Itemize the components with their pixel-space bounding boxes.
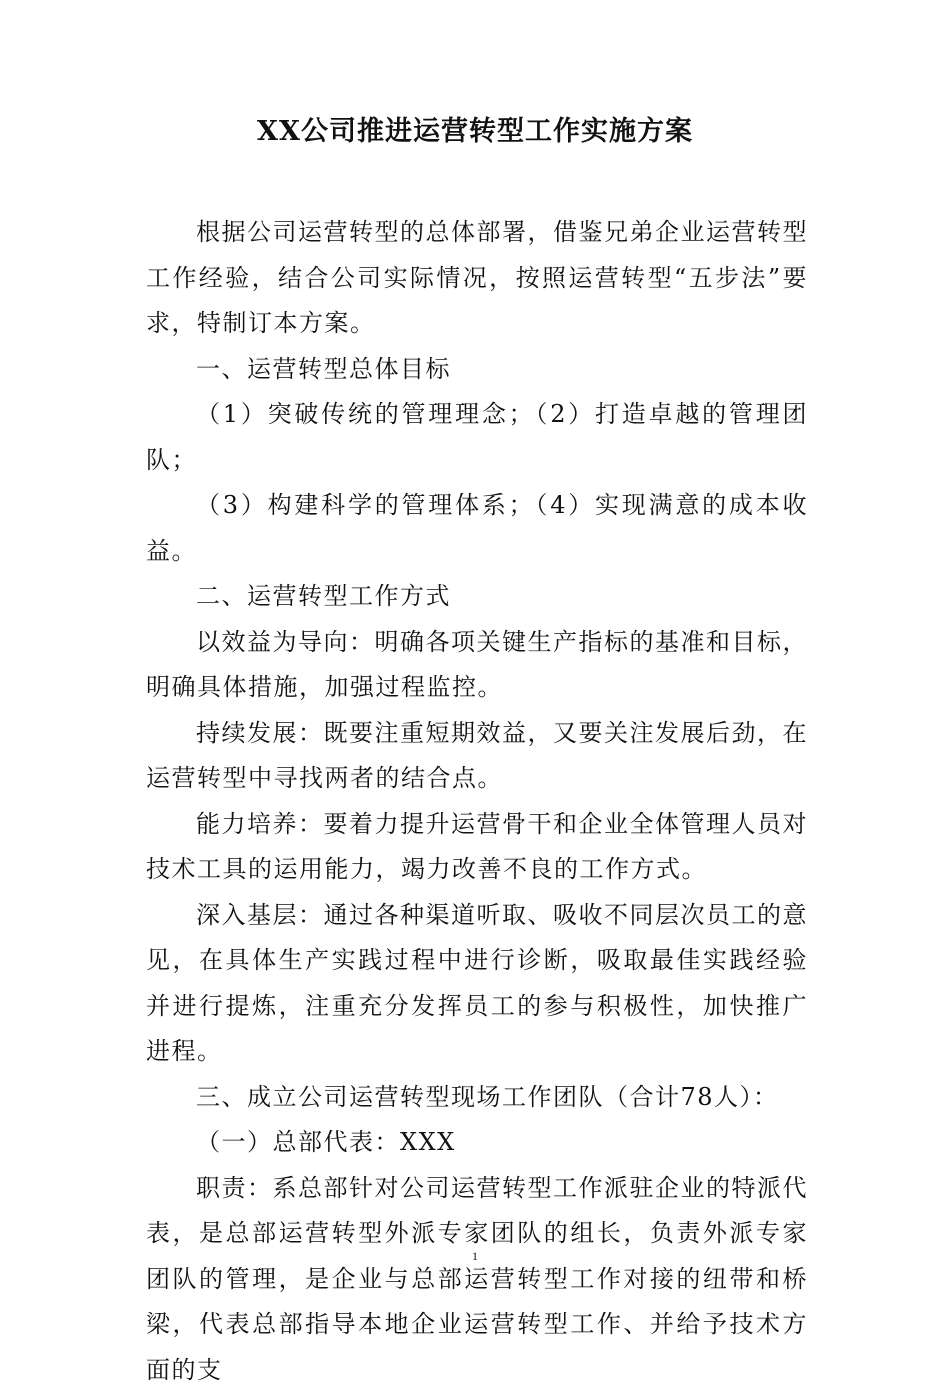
heading-section-2: 二、运营转型工作方式 <box>146 574 808 620</box>
heading-section-3: 三、成立公司运营转型现场工作团队（合计78人）： <box>146 1075 808 1121</box>
paragraph-goals-line-2: （3）构建科学的管理体系；（4）实现满意的成本收益。 <box>146 483 808 574</box>
paragraph-sustainable-development: 持续发展：既要注重短期效益，又要关注发展后劲，在运营转型中寻找两者的结合点。 <box>146 711 808 802</box>
heading-subsection-1: （一）总部代表：XXX <box>146 1120 808 1166</box>
paragraph-grassroots: 深入基层：通过各种渠道听取、吸收不同层次员工的意见，在具体生产实践过程中进行诊断，吸取最佳实践经验并进行提炼，注重充分发挥员工的参与积极性，加快推广进程。 <box>146 893 808 1075</box>
paragraph-intro: 根据公司运营转型的总体部署，借鉴兄弟企业运营转型工作经验，结合公司实际情况，按照运营转型“五步法”要求，特制订本方案。 <box>146 210 808 347</box>
paragraph-responsibilities: 职责：系总部针对公司运营转型工作派驻企业的特派代表，是总部运营转型外派专家团队的组长，负责外派专家团队的管理，是企业与总部运营转型工作对接的纽带和桥梁，代表总部指导本地企业运营转型工作、并给予技术方面的支 <box>146 1166 808 1393</box>
document-title: XX公司推进运营转型工作实施方案 <box>0 112 950 152</box>
page-number: 1 <box>0 1248 950 1264</box>
paragraph-benefit-oriented: 以效益为导向：明确各项关键生产指标的基准和目标，明确具体措施，加强过程监控。 <box>146 620 808 711</box>
document-body <box>146 210 808 1393</box>
paragraph-goals-line-1: （1）突破传统的管理理念；（2）打造卓越的管理团队； <box>146 392 808 483</box>
heading-section-1: 一、运营转型总体目标 <box>146 347 808 393</box>
paragraph-capability-building: 能力培养：要着力提升运营骨干和企业全体管理人员对技术工具的运用能力，竭力改善不良的工作方式。 <box>146 802 808 893</box>
